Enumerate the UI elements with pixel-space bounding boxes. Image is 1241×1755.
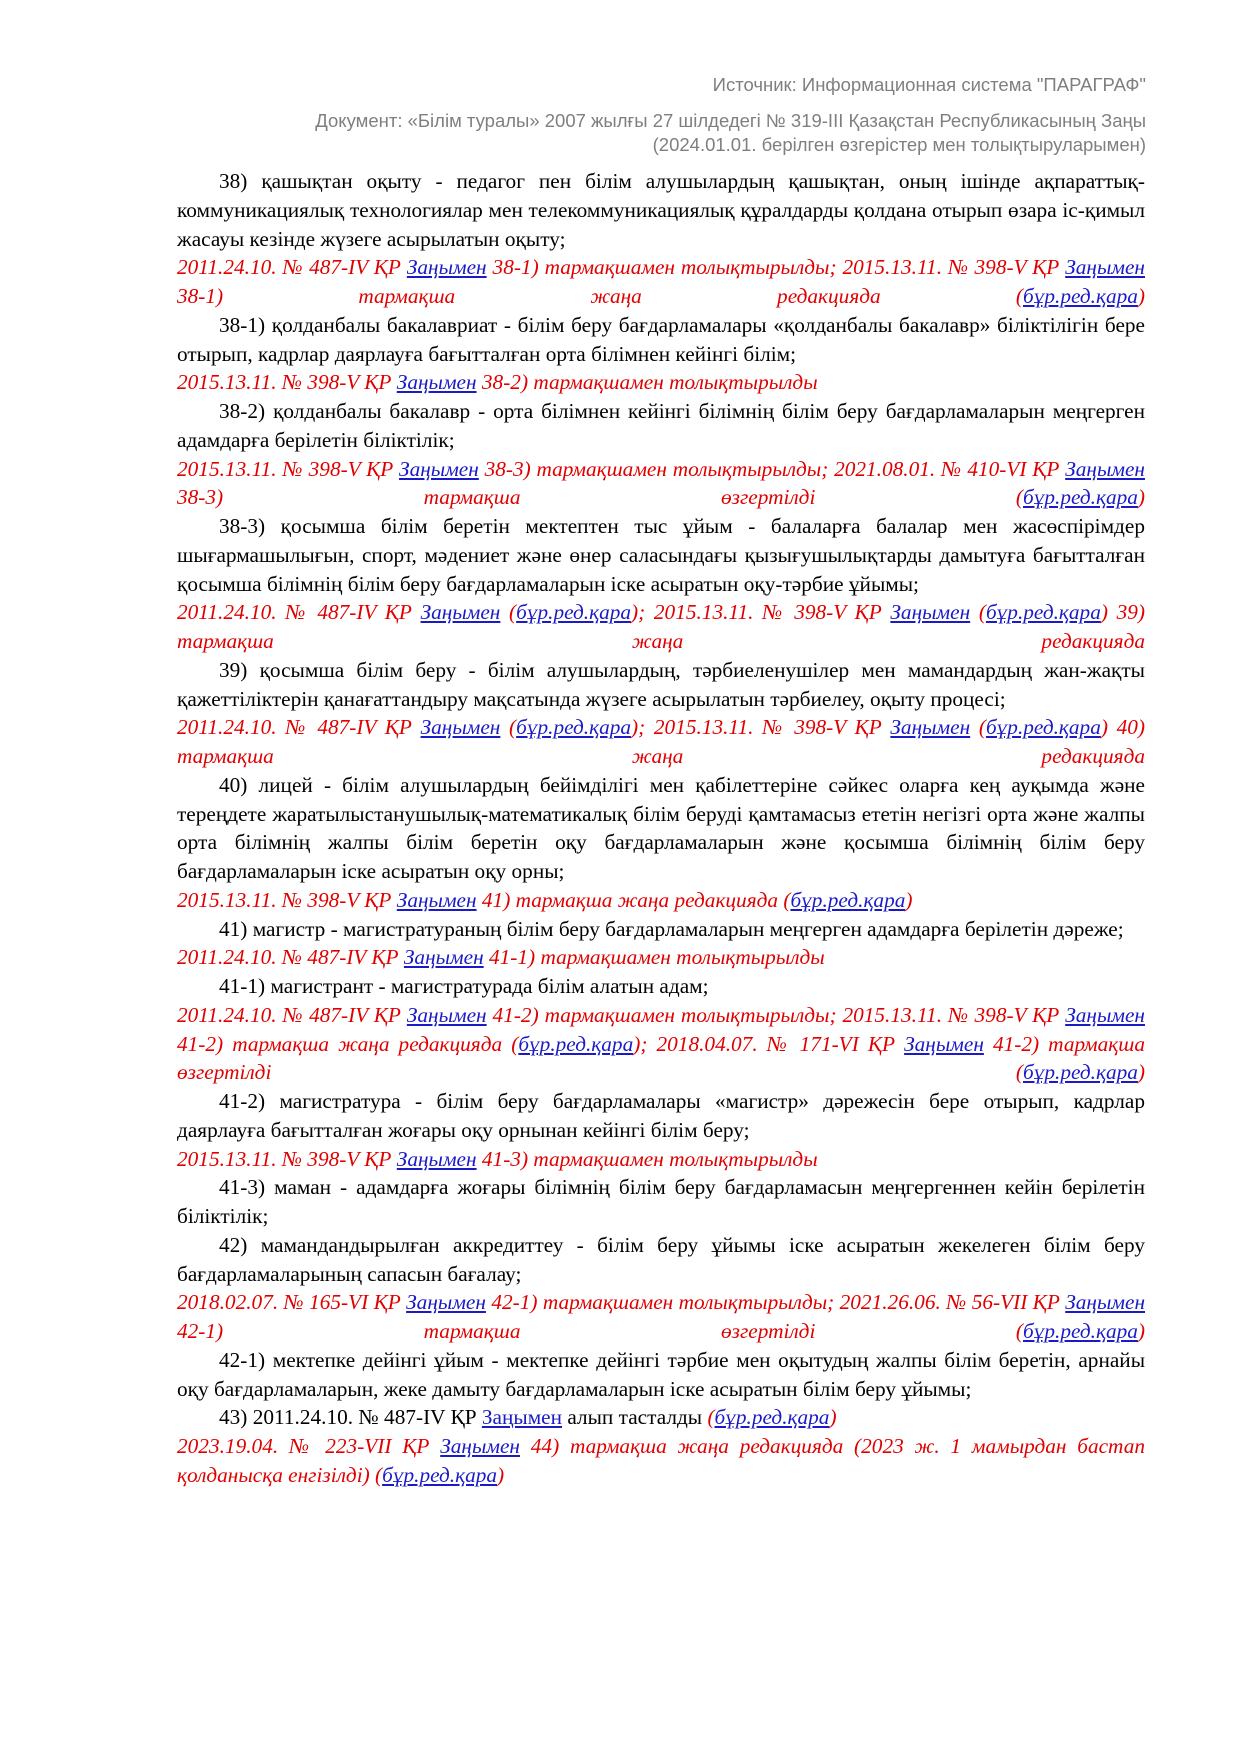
note-text: 2018.02.07. № 165-VI ҚР — [177, 1290, 407, 1315]
note-text: ) — [829, 1405, 837, 1430]
note-text: 44) тармақша жаңа редакцияда (2023 ж. 1 мамырдан бастап қолданысқа енгізілді) ( — [177, 1434, 1145, 1487]
amendment-note — [177, 455, 1145, 513]
law-link[interactable]: Заңымен — [1065, 255, 1145, 280]
document-body — [177, 167, 1145, 1490]
note-text: 2015.13.11. № 398-V ҚР — [177, 1146, 397, 1171]
law-link[interactable]: Заңымен — [440, 1434, 520, 1458]
law-link[interactable]: Заңымен — [1065, 1002, 1145, 1027]
note-text: ( — [500, 600, 517, 625]
previous-edition-link[interactable]: бұр.ред.қара — [714, 1405, 830, 1430]
law-link[interactable]: Заңымен — [890, 600, 971, 625]
note-text: 2015.13.11. № 398-V ҚР — [177, 456, 400, 481]
note-text: ( — [500, 715, 517, 740]
amendment-note — [177, 1432, 1145, 1490]
note-text: 41-2) тармақшамен толықтырылды; 2015.13.11. № 398-V ҚР — [486, 1002, 1066, 1027]
law-link[interactable]: Заңымен — [396, 1146, 477, 1171]
paragraph-38-2: 38-2) қолданбалы бакалавр - орта білімнен кейінгі білімнің білім беру бағдарламаларын меңгерген адамдарға берілетін біліктілік; — [177, 399, 1145, 452]
note-text: 38-1) тармақшамен толықтырылды; 2015.13.11. № 398-V ҚР — [486, 255, 1066, 280]
note-text: 41-2) тармақша жаңа редакцияда ( — [177, 1031, 519, 1056]
note-text: 41-3) тармақшамен толықтырылды — [476, 1146, 818, 1171]
note-text: ( — [970, 715, 986, 740]
note-text: 2015.13.11. № 398-V ҚР — [177, 370, 397, 395]
previous-edition-link[interactable]: бұр.ред.қара — [1022, 485, 1138, 510]
paragraph-38: 38) қашықтан оқыту - педагог пен білім алушылардың қашықтан, оның ішінде ақпараттық-коммуникациялық технологиялар мен телекоммуникациялық құралдарды қолдана отырып өзара іс-қимыл жасауы кезінде жүзеге асырылатын оқыту; — [177, 169, 1145, 251]
note-text: ) — [497, 1462, 505, 1487]
amendment-note — [177, 943, 1145, 972]
law-link[interactable]: Заңымен — [1065, 1290, 1146, 1315]
previous-edition-link[interactable]: бұр.ред.қара — [1022, 284, 1138, 308]
amendment-note — [177, 1145, 1145, 1174]
amendment-note — [177, 598, 1145, 656]
paragraph-42: 42) мамандандырылған аккредиттеу - білім беру ұйымы іске асыратын жекелеген білім беру бағдарламаларының сапасын бағалау; — [177, 1232, 1145, 1286]
previous-edition-link[interactable]: бұр.ред.қара — [516, 600, 632, 625]
note-text: 42-1) тармақша өзгертілді ( — [177, 1319, 1023, 1343]
law-link[interactable]: Заңымен — [396, 887, 477, 912]
previous-edition-link[interactable]: бұр.ред.қара — [1022, 1060, 1138, 1085]
amendment-note — [177, 886, 1145, 915]
previous-edition-link[interactable]: бұр.ред.қара — [518, 1031, 634, 1056]
paragraph-42-1: 42-1) мектепке дейінгі ұйым - мектепке дейінгі тәрбие мен оқытудың жалпы білім беретін, арнайы оқу бағдарламаларын, жеке дамыту бағдарламаларын іске асыратын білім беру ұйымы; — [177, 1347, 1145, 1401]
previous-edition-link[interactable]: бұр.ред.қара — [985, 715, 1101, 740]
paragraph-43 — [177, 1403, 1145, 1432]
previous-edition-link[interactable]: бұр.ред.қара — [985, 600, 1101, 625]
document-revision-line: (2024.01.01. берілген өзгерістер мен толықтыруларымен) — [652, 134, 1146, 155]
note-text: 38-2) тармақшамен толықтырылды — [476, 370, 818, 395]
previous-edition-link[interactable]: бұр.ред.қара — [516, 715, 632, 740]
paragraph-41-1: 41-1) магистрант - магистратурада білім алатын адам; — [219, 974, 709, 998]
previous-edition-link[interactable]: бұр.ред.қара — [790, 887, 906, 912]
law-link[interactable]: Заңымен — [406, 1002, 487, 1027]
note-text: ) 40) тармақша жаңа редакцияда — [177, 715, 1146, 768]
note-text: 2011.24.10. № 487-IV ҚР — [177, 945, 404, 970]
law-link[interactable]: Заңымен — [481, 1405, 563, 1430]
document-title-line: Документ: «Білім туралы» 2007 жылғы 27 шілдедегі № 319-III Қазақстан Республикасының Заңы — [315, 110, 1146, 131]
law-link[interactable]: Заңымен — [403, 945, 484, 970]
note-text: ( — [707, 1405, 715, 1430]
note-text: ) — [905, 887, 913, 912]
note-text: 2011.24.10. № 487-IV ҚР — [177, 255, 407, 280]
source-line: Источник: Информационная система "ПАРАГРАФ" — [712, 74, 1146, 95]
note-text: 2023.19.04. № 223-VII ҚР — [177, 1434, 441, 1458]
note-text: 38-3) тармақшамен толықтырылды; 2021.08.01. № 410-VI ҚР — [478, 456, 1066, 481]
note-text: 2011.24.10. № 487-IV ҚР — [177, 1002, 407, 1027]
note-text: 2015.13.11. № 398-V ҚР — [177, 887, 397, 912]
paragraph-38-1: 38-1) қолданбалы бакалавриат - білім беру бағдарламалары «қолданбалы бакалавр» біліктілігін бере отырып, кадрлар даярлауға бағытталған орта білімнен кейінгі білім; — [177, 312, 1145, 366]
note-text: ); 2015.13.11. № 398-V ҚР — [631, 600, 891, 625]
note-text: ) — [1137, 485, 1145, 510]
previous-edition-link[interactable]: бұр.ред.қара — [382, 1462, 498, 1487]
law-link[interactable]: Заңымен — [420, 600, 501, 625]
amendment-note — [177, 713, 1145, 771]
note-text: ); 2015.13.11. № 398-V ҚР — [631, 715, 891, 740]
law-link[interactable]: Заңымен — [1065, 456, 1145, 481]
note-text: ); 2018.04.07. № 171-VI ҚР — [633, 1031, 905, 1056]
paragraph-text: 43) 2011.24.10. № 487-IV ҚР — [219, 1405, 482, 1430]
note-text: 41) тармақша жаңа редакцияда ( — [476, 887, 791, 912]
paragraph-41-2: 41-2) магистратура - білім беру бағдарламалары «магистр» дәрежесін бере отырып, кадрлар даярлауға бағытталған жоғары оқу орнынан кейінгі білім беру; — [177, 1089, 1145, 1142]
law-link[interactable]: Заңымен — [396, 370, 477, 395]
amendment-note — [177, 368, 1145, 397]
law-link[interactable]: Заңымен — [399, 456, 479, 481]
note-text: 41-1) тармақшамен толықтырылды — [483, 945, 825, 970]
note-text: ) — [1137, 1319, 1145, 1343]
amendment-note — [177, 253, 1145, 311]
note-text: 2011.24.10. № 487-IV ҚР — [177, 600, 421, 625]
paragraph-38-3: 38-3) қосымша білім беретін мектептен тыс ұйым - балаларға балалар мен жасөспірімдер шығармашылығын, спорт, мәдениет және өнер саласындағы қызығушылықтарды дамытуға бағытталған қосымша білімнің білім беру бағдарламаларын іске асыратын оқу-тәрбие ұйымы; — [177, 514, 1145, 596]
note-text: ) 39) тармақша жаңа редакцияда — [177, 600, 1146, 653]
paragraph-40: 40) лицей - білім алушылардың бейімділігі мен қабілеттеріне сәйкес оларға кең ауқымда және тереңдете жаратылыстанушылық-математикалық білім беруді қамтамасыз ететін негізгі орта және жалпы орта білімнің жалпы білім беретін оқу бағдарламаларын және қосымша білімнің білім беру бағдарламаларын іске асыратын оқу орны; — [177, 772, 1145, 883]
paragraph-41-3: 41-3) маман - адамдарға жоғары білімнің білім беру бағдарламасын меңгергеннен кейін берілетін біліктілік; — [177, 1175, 1145, 1228]
law-link[interactable]: Заңымен — [890, 715, 971, 740]
note-text: 38-3) тармақша өзгертілді ( — [177, 485, 1023, 510]
paragraph-41: 41) магистр - магистратураның білім беру бағдарламаларын меңгерген адамдарға берілетін дәреже; — [219, 916, 1124, 941]
note-text: 41-2) тармақша өзгертілді ( — [177, 1031, 1145, 1085]
paragraph-39: 39) қосымша білім беру - білім алушылардың, тәрбиеленушілер мен мамандардың жан-жақты қажеттіліктерін қанағаттандыру мақсатында жүзеге асырылатын тәрбиелеу, оқыту процесі; — [177, 657, 1145, 711]
note-text: 42-1) тармақшамен толықтырылды; 2021.26.06. № 56-VII ҚР — [485, 1290, 1066, 1315]
law-link[interactable]: Заңымен — [406, 1290, 486, 1315]
note-text: ( — [970, 600, 986, 625]
previous-edition-link[interactable]: бұр.ред.қара — [1022, 1319, 1138, 1343]
note-text: 2011.24.10. № 487-IV ҚР — [177, 715, 421, 740]
law-link[interactable]: Заңымен — [420, 715, 501, 740]
law-link[interactable]: Заңымен — [406, 255, 487, 280]
amendment-note — [177, 1288, 1145, 1346]
note-text: 38-1) тармақша жаңа редакцияда ( — [177, 284, 1023, 308]
amendment-note — [177, 1001, 1145, 1087]
paragraph-text: алып тасталды — [562, 1405, 708, 1430]
law-link[interactable]: Заңымен — [904, 1031, 984, 1056]
note-text: ) — [1137, 1060, 1145, 1085]
note-text: ) — [1137, 284, 1145, 308]
